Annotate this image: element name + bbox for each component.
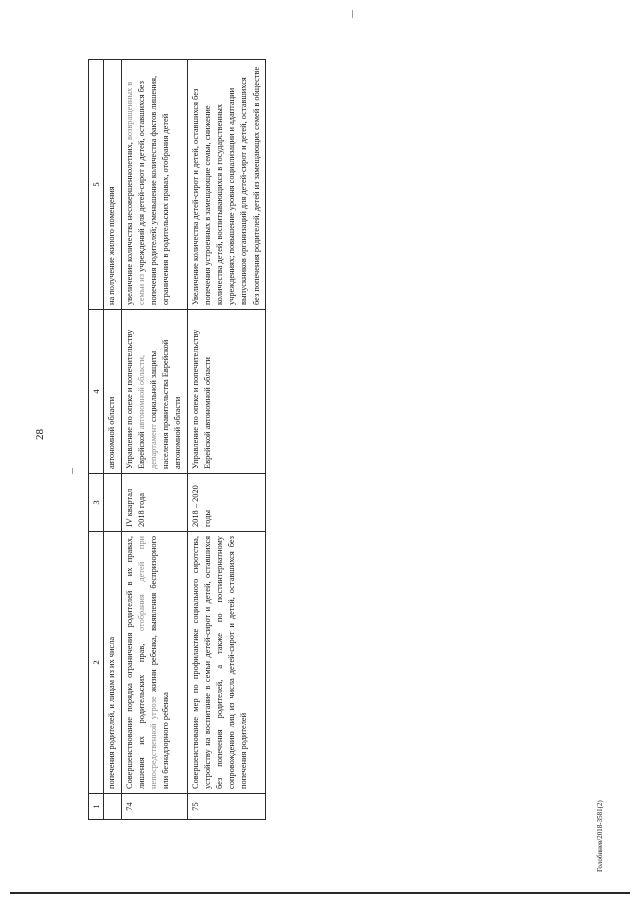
footer-document-code: Голобинев/2018-3581(2) bbox=[596, 800, 604, 872]
result-text-end: учреждений для детей-сирот и детей, оставшихся без попечения родителей; уменьшение количества фактов лишения, ограничения в родительских правах, отобрания детей bbox=[136, 75, 171, 305]
executor-cell bbox=[121, 310, 187, 474]
rotated-table-page bbox=[88, 60, 608, 820]
result-cell: Увеличение количества детей-сирот и детей, оставшихся без попечения устроенных в замещающие семьи, снижение количества детей, воспитывающихся в государственных учреждениях; повышение уровня социализации и адаптации выпускников организаций для детей-сирот и детей, оставшихся без попечения родителей, детей из замещающих семей в обществе bbox=[187, 60, 265, 310]
executor-cell: Управление по опеке и попечительству Еврейской автономной области bbox=[187, 310, 265, 474]
row-number: 75 bbox=[187, 794, 265, 820]
header-col-5: 5 bbox=[89, 60, 104, 310]
cont-cell-measure: попечения родителей, и лицам из их числа bbox=[104, 532, 121, 794]
measures-table bbox=[88, 59, 266, 820]
executor-text-end: социальной защиты населения правительства Еврейской автономной области bbox=[149, 339, 183, 469]
row-number: 74 bbox=[121, 794, 187, 820]
header-col-4: 4 bbox=[89, 310, 104, 474]
term-cell: IV квартал 2018 года bbox=[121, 474, 187, 532]
result-text-faded: возвращенных в семьи из bbox=[124, 81, 146, 305]
measure-cell: Совершенствование мер по профилактике социального сиротства, устройству на воспитание в семьи детей-сирот и детей, оставшихся без попечения родителей, а также по постинтернатному сопровождению лиц из числа детей-сирот и детей, оставшихся без попечения родителей bbox=[187, 532, 265, 794]
measure-text-end: жизни ребенка, выявления беспризорного или безнадзорного ребенка bbox=[149, 535, 171, 789]
header-col-2: 2 bbox=[89, 532, 104, 794]
measure-text-faded: отобрания детей при непосредственной угрозе bbox=[136, 536, 159, 789]
table-row bbox=[121, 60, 187, 820]
header-col-3: 3 bbox=[89, 474, 104, 532]
page-number: 28 bbox=[34, 429, 46, 440]
table-row bbox=[187, 60, 265, 820]
bottom-rule bbox=[10, 892, 630, 894]
scan-mark-left bbox=[72, 468, 73, 474]
continuation-row bbox=[104, 60, 121, 820]
cont-cell-result: на получение жилого помещения bbox=[104, 60, 121, 310]
result-text: увеличение количества несовершеннолетних, bbox=[124, 142, 134, 305]
executor-text-faded: автономной области, департамент bbox=[136, 355, 159, 469]
scan-mark-top bbox=[352, 10, 353, 18]
cont-cell-term bbox=[104, 474, 121, 532]
result-cell bbox=[121, 60, 187, 310]
header-col-1: 1 bbox=[89, 794, 104, 820]
cont-cell-num bbox=[104, 794, 121, 820]
term-cell: 2018 – 2020 годы bbox=[187, 474, 265, 532]
measure-text: Совершенствование порядка ограничения родителей в их правах, лишения их родительских прав, bbox=[124, 536, 146, 789]
executor-text: Управление по опеке и попечительству Еврейской bbox=[124, 329, 146, 469]
cont-cell-executor: автономной области bbox=[104, 310, 121, 474]
measure-cell bbox=[121, 532, 187, 794]
header-row bbox=[89, 60, 104, 820]
